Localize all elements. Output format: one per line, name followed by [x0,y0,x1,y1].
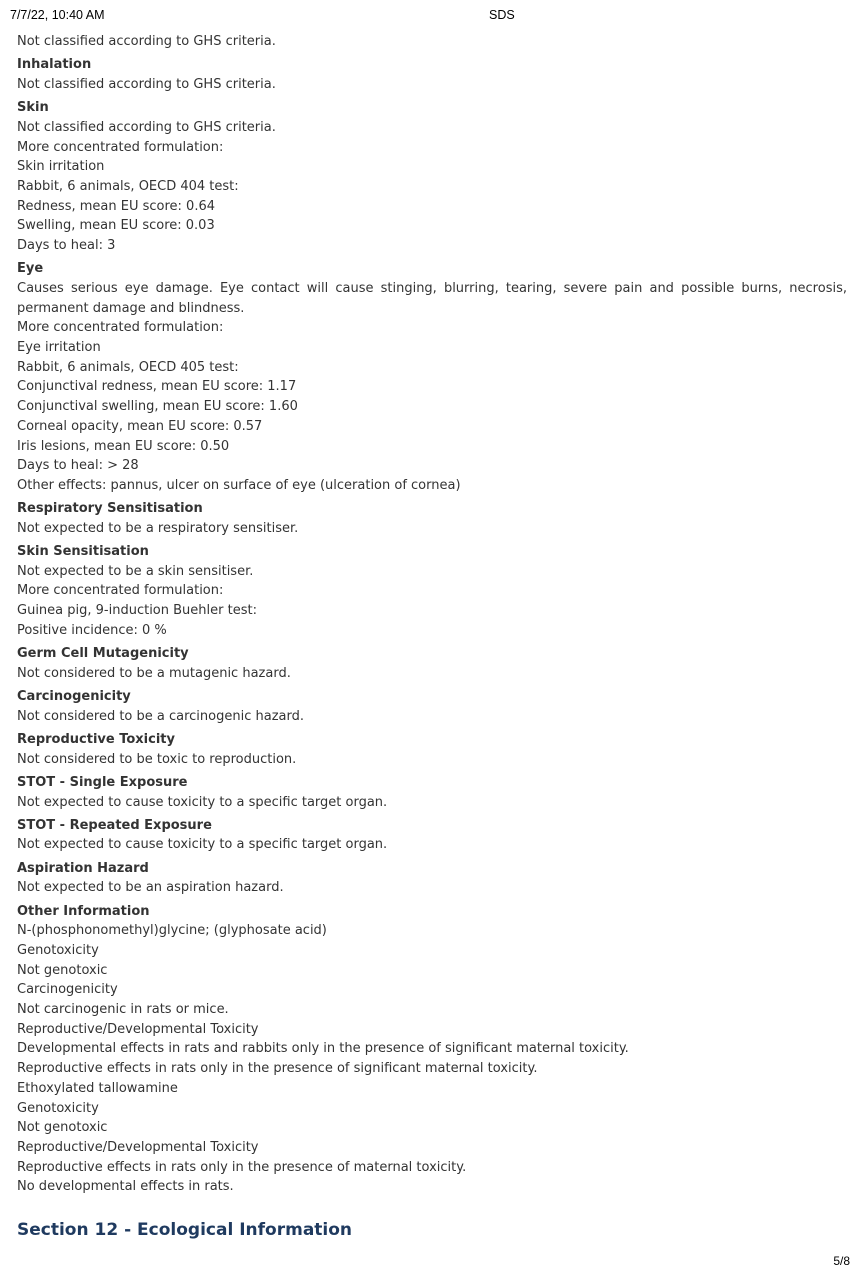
subsection-heading: Aspiration Hazard [17,860,149,876]
subsection-heading: Germ Cell Mutagenicity [17,646,189,662]
text-line: Rabbit, 6 animals, OECD 404 test: [17,178,239,194]
text-line: Genotoxicity [17,1100,99,1116]
text-line: Not expected to be an aspiration hazard. [17,880,284,896]
text-line: Conjunctival redness, mean EU score: 1.17 [17,379,297,395]
text-line: Carcinogenicity [17,982,118,998]
subsection-heading: Reproductive Toxicity [17,731,175,747]
text-line: Not considered to be a carcinogenic hazard. [17,708,304,724]
text-line: Swelling, mean EU score: 0.03 [17,218,215,234]
text-line: Not genotoxic [17,962,108,978]
page-number: 5/8 [833,1254,850,1268]
text-line: Redness, mean EU score: 0.64 [17,198,215,214]
text-line: Eye irritation [17,340,101,356]
subsection-heading: Respiratory Sensitisation [17,501,203,517]
text-line: Skin irritation [17,159,105,175]
text-line: Not expected to cause toxicity to a specific target organ. [17,837,388,853]
text-line: Reproductive/Developmental Toxicity [17,1139,259,1155]
text-line: Not classified according to GHS criteria. [17,76,276,92]
text-line: Reproductive/Developmental Toxicity [17,1021,259,1037]
text-line: Causes serious eye damage. Eye contact will cause stinging, blurring, tearing, severe pain and possible burns, necrosis, permanent damage and blindness. [17,280,847,316]
text-line: Not expected to be a respiratory sensitiser. [17,520,299,536]
subsection-heading: STOT - Repeated Exposure [17,817,212,833]
subsection-heading: Carcinogenicity [17,689,131,704]
text-line: Reproductive effects in rats only in the presence of significant maternal toxicity. [17,1061,538,1077]
text-line: Guinea pig, 9-induction Buehler test: [17,603,257,619]
text-line: Not expected to cause toxicity to a specific target organ. [17,794,388,810]
text-line: Reproductive effects in rats only in the presence of maternal toxicity. [17,1159,467,1175]
text-line: Ethoxylated tallowamine [17,1080,178,1096]
text-line: Not classified according to GHS criteria. [17,34,276,49]
section-12-heading: Section 12 - Ecological Information [17,1220,353,1240]
text-line: Not genotoxic [17,1120,108,1136]
print-datetime: 7/7/22, 10:40 AM [10,8,105,22]
text-line: More concentrated formulation: [17,583,224,599]
text-line: Not considered to be toxic to reproduction. [17,751,297,767]
text-line: Days to heal: 3 [17,238,116,254]
subsection-heading: STOT - Single Exposure [17,774,188,790]
subsection-heading: Skin [17,100,49,116]
text-line: Iris lesions, mean EU score: 0.50 [17,438,230,454]
text-line: Corneal opacity, mean EU score: 0.57 [17,418,263,434]
text-line: Rabbit, 6 animals, OECD 405 test: [17,359,239,375]
text-line: More concentrated formulation: [17,320,224,336]
text-line: Developmental effects in rats and rabbits only in the presence of significant maternal toxicity. [17,1041,629,1057]
document-title: SDS [489,8,515,22]
subsection-heading: Inhalation [17,57,92,73]
text-line: Positive incidence: 0 % [17,622,167,638]
text-line: Not classified according to GHS criteria. [17,119,276,135]
text-line: Not carcinogenic in rats or mice. [17,1002,229,1018]
text-line: Days to heal: > 28 [17,458,139,474]
text-line: Other effects: pannus, ulcer on surface of eye (ulceration of cornea) [17,477,461,493]
subsection-heading: Other Information [17,903,150,919]
text-line: More concentrated formulation: [17,139,224,155]
text-line: No developmental effects in rats. [17,1179,234,1195]
text-line: Conjunctival swelling, mean EU score: 1.60 [17,399,298,415]
sds-toxicology-content [17,32,847,1197]
subsection-heading: Eye [17,261,44,277]
subsection-heading: Skin Sensitisation [17,544,149,560]
text-line: Not expected to be a skin sensitiser. [17,563,254,579]
text-line: N-(phosphonomethyl)glycine; (glyphosate acid) [17,923,327,939]
text-line: Genotoxicity [17,942,99,958]
text-line: Not considered to be a mutagenic hazard. [17,665,291,681]
